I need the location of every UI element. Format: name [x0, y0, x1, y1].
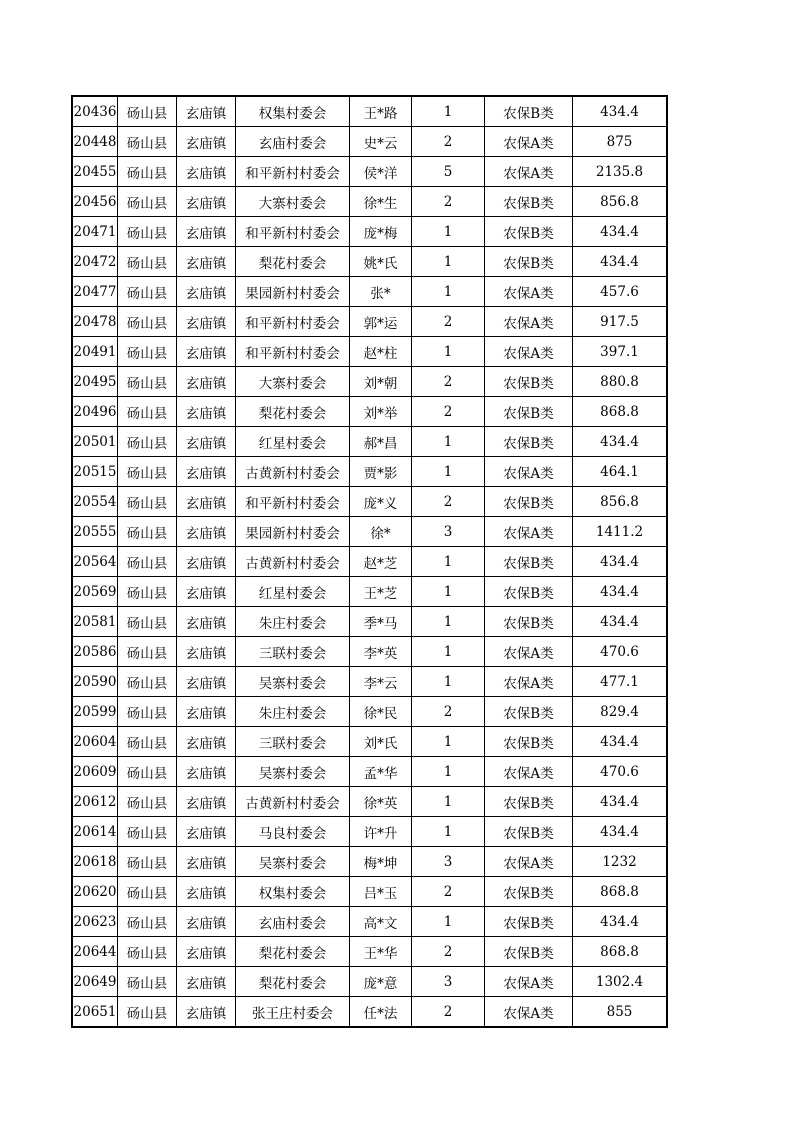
category-cell: 农保B类	[485, 817, 573, 847]
county-cell: 砀山县	[118, 787, 177, 817]
town-cell: 玄庙镇	[177, 787, 236, 817]
category-cell: 农保B类	[485, 96, 573, 127]
table-row	[72, 487, 667, 517]
amount-cell: 434.4	[573, 727, 668, 757]
category-cell: 农保A类	[485, 307, 573, 337]
record-id-cell: 20644	[72, 937, 118, 967]
town-cell: 玄庙镇	[177, 217, 236, 247]
table-row	[72, 337, 667, 367]
village-committee-cell: 梨花村委会	[236, 937, 350, 967]
table-row	[72, 547, 667, 577]
name-cell: 季*马	[350, 607, 412, 637]
village-committee-cell: 古黄新村村委会	[236, 457, 350, 487]
town-cell: 玄庙镇	[177, 727, 236, 757]
count-cell: 1	[412, 96, 485, 127]
count-cell: 1	[412, 607, 485, 637]
county-cell: 砀山县	[118, 667, 177, 697]
record-id-cell: 20569	[72, 577, 118, 607]
table-row	[72, 727, 667, 757]
category-cell: 农保A类	[485, 157, 573, 187]
village-committee-cell: 古黄新村村委会	[236, 547, 350, 577]
record-id-cell: 20555	[72, 517, 118, 547]
category-cell: 农保A类	[485, 967, 573, 997]
count-cell: 1	[412, 757, 485, 787]
name-cell: 姚*氏	[350, 247, 412, 277]
county-cell: 砀山县	[118, 757, 177, 787]
record-id-cell: 20590	[72, 667, 118, 697]
category-cell: 农保B类	[485, 247, 573, 277]
town-cell: 玄庙镇	[177, 277, 236, 307]
table-row	[72, 757, 667, 787]
county-cell: 砀山县	[118, 907, 177, 937]
category-cell: 农保B类	[485, 397, 573, 427]
amount-cell: 434.4	[573, 787, 668, 817]
town-cell: 玄庙镇	[177, 157, 236, 187]
county-cell: 砀山县	[118, 877, 177, 907]
table-row	[72, 697, 667, 727]
amount-cell: 434.4	[573, 247, 668, 277]
count-cell: 5	[412, 157, 485, 187]
county-cell: 砀山县	[118, 577, 177, 607]
town-cell: 玄庙镇	[177, 187, 236, 217]
county-cell: 砀山县	[118, 637, 177, 667]
name-cell: 王*路	[350, 96, 412, 127]
count-cell: 3	[412, 967, 485, 997]
village-committee-cell: 三联村委会	[236, 637, 350, 667]
county-cell: 砀山县	[118, 427, 177, 457]
name-cell: 郝*昌	[350, 427, 412, 457]
amount-cell: 397.1	[573, 337, 668, 367]
amount-cell: 434.4	[573, 96, 668, 127]
record-id-cell: 20586	[72, 637, 118, 667]
category-cell: 农保B类	[485, 577, 573, 607]
village-committee-cell: 吴寨村委会	[236, 757, 350, 787]
amount-cell: 2135.8	[573, 157, 668, 187]
amount-cell: 470.6	[573, 637, 668, 667]
table-row	[72, 217, 667, 247]
count-cell: 1	[412, 427, 485, 457]
town-cell: 玄庙镇	[177, 877, 236, 907]
amount-cell: 434.4	[573, 427, 668, 457]
village-committee-cell: 梨花村委会	[236, 247, 350, 277]
name-cell: 赵*芝	[350, 547, 412, 577]
county-cell: 砀山县	[118, 157, 177, 187]
record-id-cell: 20564	[72, 547, 118, 577]
name-cell: 史*云	[350, 127, 412, 157]
record-id-cell: 20623	[72, 907, 118, 937]
village-committee-cell: 张王庄村委会	[236, 997, 350, 1028]
village-committee-cell: 和平新村村委会	[236, 487, 350, 517]
amount-cell: 856.8	[573, 487, 668, 517]
record-id-cell: 20477	[72, 277, 118, 307]
table-row	[72, 277, 667, 307]
name-cell: 孟*华	[350, 757, 412, 787]
town-cell: 玄庙镇	[177, 517, 236, 547]
table-row	[72, 877, 667, 907]
village-committee-cell: 和平新村村委会	[236, 217, 350, 247]
table-row	[72, 517, 667, 547]
amount-cell: 875	[573, 127, 668, 157]
record-id-cell: 20436	[72, 96, 118, 127]
record-id-cell: 20620	[72, 877, 118, 907]
record-id-cell: 20478	[72, 307, 118, 337]
count-cell: 1	[412, 337, 485, 367]
name-cell: 梅*坤	[350, 847, 412, 877]
amount-cell: 856.8	[573, 187, 668, 217]
amount-cell: 434.4	[573, 217, 668, 247]
table-row	[72, 157, 667, 187]
village-committee-cell: 红星村委会	[236, 427, 350, 457]
table-row	[72, 667, 667, 697]
town-cell: 玄庙镇	[177, 547, 236, 577]
village-committee-cell: 玄庙村委会	[236, 127, 350, 157]
count-cell: 1	[412, 637, 485, 667]
category-cell: 农保A类	[485, 997, 573, 1028]
count-cell: 1	[412, 727, 485, 757]
amount-cell: 1302.4	[573, 967, 668, 997]
table-row	[72, 907, 667, 937]
count-cell: 2	[412, 877, 485, 907]
table-row	[72, 427, 667, 457]
category-cell: 农保B类	[485, 607, 573, 637]
category-cell: 农保B类	[485, 787, 573, 817]
beneficiary-table	[71, 95, 668, 1028]
count-cell: 2	[412, 187, 485, 217]
name-cell: 贾*影	[350, 457, 412, 487]
name-cell: 徐*	[350, 517, 412, 547]
count-cell: 2	[412, 367, 485, 397]
amount-cell: 1411.2	[573, 517, 668, 547]
town-cell: 玄庙镇	[177, 607, 236, 637]
village-committee-cell: 吴寨村委会	[236, 847, 350, 877]
amount-cell: 470.6	[573, 757, 668, 787]
record-id-cell: 20515	[72, 457, 118, 487]
category-cell: 农保B类	[485, 727, 573, 757]
category-cell: 农保B类	[485, 937, 573, 967]
category-cell: 农保A类	[485, 457, 573, 487]
count-cell: 2	[412, 487, 485, 517]
county-cell: 砀山县	[118, 487, 177, 517]
name-cell: 徐*民	[350, 697, 412, 727]
name-cell: 许*升	[350, 817, 412, 847]
count-cell: 2	[412, 127, 485, 157]
name-cell: 刘*朝	[350, 367, 412, 397]
town-cell: 玄庙镇	[177, 367, 236, 397]
count-cell: 1	[412, 907, 485, 937]
count-cell: 2	[412, 697, 485, 727]
count-cell: 1	[412, 577, 485, 607]
town-cell: 玄庙镇	[177, 427, 236, 457]
county-cell: 砀山县	[118, 607, 177, 637]
town-cell: 玄庙镇	[177, 847, 236, 877]
category-cell: 农保A类	[485, 277, 573, 307]
amount-cell: 829.4	[573, 697, 668, 727]
village-committee-cell: 权集村委会	[236, 877, 350, 907]
name-cell: 徐*英	[350, 787, 412, 817]
count-cell: 1	[412, 547, 485, 577]
category-cell: 农保A类	[485, 127, 573, 157]
village-committee-cell: 吴寨村委会	[236, 667, 350, 697]
town-cell: 玄庙镇	[177, 247, 236, 277]
record-id-cell: 20609	[72, 757, 118, 787]
village-committee-cell: 梨花村委会	[236, 397, 350, 427]
record-id-cell: 20599	[72, 697, 118, 727]
name-cell: 庞*义	[350, 487, 412, 517]
table-row	[72, 247, 667, 277]
count-cell: 1	[412, 817, 485, 847]
village-committee-cell: 和平新村村委会	[236, 337, 350, 367]
amount-cell: 434.4	[573, 907, 668, 937]
table-row	[72, 367, 667, 397]
table-row	[72, 577, 667, 607]
table-body	[72, 96, 667, 1027]
village-committee-cell: 三联村委会	[236, 727, 350, 757]
record-id-cell: 20614	[72, 817, 118, 847]
town-cell: 玄庙镇	[177, 337, 236, 367]
count-cell: 1	[412, 787, 485, 817]
record-id-cell: 20581	[72, 607, 118, 637]
amount-cell: 464.1	[573, 457, 668, 487]
town-cell: 玄庙镇	[177, 817, 236, 847]
county-cell: 砀山县	[118, 997, 177, 1028]
name-cell: 王*芝	[350, 577, 412, 607]
amount-cell: 477.1	[573, 667, 668, 697]
village-committee-cell: 果园新村村委会	[236, 277, 350, 307]
category-cell: 农保A类	[485, 337, 573, 367]
county-cell: 砀山县	[118, 277, 177, 307]
record-id-cell: 20651	[72, 997, 118, 1028]
count-cell: 3	[412, 517, 485, 547]
record-id-cell: 20649	[72, 967, 118, 997]
count-cell: 1	[412, 247, 485, 277]
amount-cell: 457.6	[573, 277, 668, 307]
amount-cell: 1232	[573, 847, 668, 877]
town-cell: 玄庙镇	[177, 577, 236, 607]
table-row	[72, 397, 667, 427]
county-cell: 砀山县	[118, 547, 177, 577]
name-cell: 郭*运	[350, 307, 412, 337]
county-cell: 砀山县	[118, 967, 177, 997]
table-row	[72, 997, 667, 1028]
county-cell: 砀山县	[118, 727, 177, 757]
county-cell: 砀山县	[118, 127, 177, 157]
table-row	[72, 457, 667, 487]
town-cell: 玄庙镇	[177, 127, 236, 157]
count-cell: 3	[412, 847, 485, 877]
town-cell: 玄庙镇	[177, 937, 236, 967]
count-cell: 2	[412, 997, 485, 1028]
name-cell: 赵*柱	[350, 337, 412, 367]
village-committee-cell: 大寨村委会	[236, 187, 350, 217]
record-id-cell: 20554	[72, 487, 118, 517]
name-cell: 李*云	[350, 667, 412, 697]
amount-cell: 880.8	[573, 367, 668, 397]
category-cell: 农保B类	[485, 187, 573, 217]
category-cell: 农保B类	[485, 877, 573, 907]
record-id-cell: 20495	[72, 367, 118, 397]
town-cell: 玄庙镇	[177, 667, 236, 697]
county-cell: 砀山县	[118, 367, 177, 397]
name-cell: 吕*玉	[350, 877, 412, 907]
category-cell: 农保B类	[485, 697, 573, 727]
amount-cell: 868.8	[573, 877, 668, 907]
county-cell: 砀山县	[118, 397, 177, 427]
county-cell: 砀山县	[118, 457, 177, 487]
category-cell: 农保B类	[485, 547, 573, 577]
town-cell: 玄庙镇	[177, 96, 236, 127]
category-cell: 农保B类	[485, 487, 573, 517]
category-cell: 农保A类	[485, 847, 573, 877]
village-committee-cell: 果园新村村委会	[236, 517, 350, 547]
table-row	[72, 967, 667, 997]
amount-cell: 917.5	[573, 307, 668, 337]
table-row	[72, 847, 667, 877]
name-cell: 张*	[350, 277, 412, 307]
amount-cell: 434.4	[573, 607, 668, 637]
table-row	[72, 817, 667, 847]
table-row	[72, 187, 667, 217]
county-cell: 砀山县	[118, 517, 177, 547]
count-cell: 2	[412, 307, 485, 337]
name-cell: 高*文	[350, 907, 412, 937]
name-cell: 任*法	[350, 997, 412, 1028]
record-id-cell: 20471	[72, 217, 118, 247]
town-cell: 玄庙镇	[177, 457, 236, 487]
name-cell: 徐*生	[350, 187, 412, 217]
name-cell: 刘*举	[350, 397, 412, 427]
county-cell: 砀山县	[118, 187, 177, 217]
county-cell: 砀山县	[118, 817, 177, 847]
count-cell: 2	[412, 937, 485, 967]
amount-cell: 868.8	[573, 937, 668, 967]
village-committee-cell: 和平新村村委会	[236, 307, 350, 337]
county-cell: 砀山县	[118, 217, 177, 247]
amount-cell: 434.4	[573, 577, 668, 607]
village-committee-cell: 朱庄村委会	[236, 697, 350, 727]
record-id-cell: 20448	[72, 127, 118, 157]
table-row	[72, 127, 667, 157]
village-committee-cell: 梨花村委会	[236, 967, 350, 997]
category-cell: 农保A类	[485, 517, 573, 547]
name-cell: 王*华	[350, 937, 412, 967]
table-row	[72, 96, 667, 127]
amount-cell: 868.8	[573, 397, 668, 427]
record-id-cell: 20491	[72, 337, 118, 367]
town-cell: 玄庙镇	[177, 637, 236, 667]
county-cell: 砀山县	[118, 937, 177, 967]
record-id-cell: 20496	[72, 397, 118, 427]
town-cell: 玄庙镇	[177, 907, 236, 937]
count-cell: 1	[412, 277, 485, 307]
amount-cell: 434.4	[573, 817, 668, 847]
county-cell: 砀山县	[118, 697, 177, 727]
amount-cell: 434.4	[573, 547, 668, 577]
table-row	[72, 937, 667, 967]
count-cell: 1	[412, 217, 485, 247]
category-cell: 农保B类	[485, 427, 573, 457]
village-committee-cell: 古黄新村村委会	[236, 787, 350, 817]
village-committee-cell: 玄庙村委会	[236, 907, 350, 937]
county-cell: 砀山县	[118, 96, 177, 127]
name-cell: 李*英	[350, 637, 412, 667]
data-table-container	[71, 95, 668, 1028]
name-cell: 庞*意	[350, 967, 412, 997]
category-cell: 农保A类	[485, 757, 573, 787]
village-committee-cell: 马良村委会	[236, 817, 350, 847]
village-committee-cell: 大寨村委会	[236, 367, 350, 397]
village-committee-cell: 权集村委会	[236, 96, 350, 127]
record-id-cell: 20472	[72, 247, 118, 277]
village-committee-cell: 和平新村村委会	[236, 157, 350, 187]
name-cell: 刘*氏	[350, 727, 412, 757]
town-cell: 玄庙镇	[177, 967, 236, 997]
village-committee-cell: 红星村委会	[236, 577, 350, 607]
county-cell: 砀山县	[118, 337, 177, 367]
table-row	[72, 787, 667, 817]
category-cell: 农保B类	[485, 907, 573, 937]
town-cell: 玄庙镇	[177, 697, 236, 727]
town-cell: 玄庙镇	[177, 397, 236, 427]
town-cell: 玄庙镇	[177, 307, 236, 337]
name-cell: 庞*梅	[350, 217, 412, 247]
category-cell: 农保A类	[485, 637, 573, 667]
amount-cell: 855	[573, 997, 668, 1028]
record-id-cell: 20456	[72, 187, 118, 217]
record-id-cell: 20455	[72, 157, 118, 187]
town-cell: 玄庙镇	[177, 757, 236, 787]
town-cell: 玄庙镇	[177, 997, 236, 1028]
count-cell: 1	[412, 667, 485, 697]
table-row	[72, 307, 667, 337]
category-cell: 农保B类	[485, 367, 573, 397]
town-cell: 玄庙镇	[177, 487, 236, 517]
table-row	[72, 607, 667, 637]
record-id-cell: 20604	[72, 727, 118, 757]
count-cell: 1	[412, 457, 485, 487]
record-id-cell: 20612	[72, 787, 118, 817]
county-cell: 砀山县	[118, 247, 177, 277]
category-cell: 农保A类	[485, 667, 573, 697]
county-cell: 砀山县	[118, 307, 177, 337]
village-committee-cell: 朱庄村委会	[236, 607, 350, 637]
table-row	[72, 637, 667, 667]
record-id-cell: 20501	[72, 427, 118, 457]
county-cell: 砀山县	[118, 847, 177, 877]
name-cell: 侯*洋	[350, 157, 412, 187]
category-cell: 农保B类	[485, 217, 573, 247]
count-cell: 2	[412, 397, 485, 427]
record-id-cell: 20618	[72, 847, 118, 877]
